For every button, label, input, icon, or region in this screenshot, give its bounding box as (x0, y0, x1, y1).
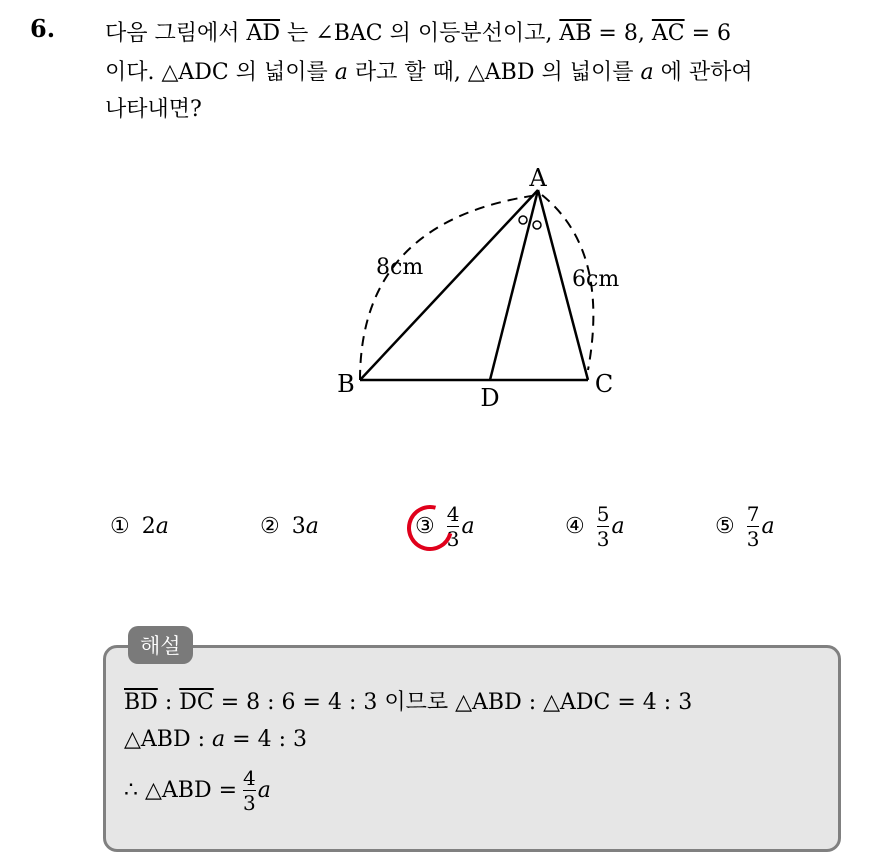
segment-bd: $\overline{BD}$ (124, 690, 158, 715)
fraction-denominator: 3 (596, 526, 610, 551)
fraction-numerator: 5 (596, 501, 610, 526)
segment-ac: $\overline{AC}$ (651, 21, 685, 46)
question-line-3: 나타내면? (105, 97, 202, 122)
fraction-numerator: 4 (243, 765, 256, 790)
choice-2[interactable] (260, 495, 319, 557)
variable-a: a (761, 513, 775, 539)
solution-fraction (243, 765, 256, 815)
variable-a: a (334, 60, 348, 85)
side-ab (360, 190, 538, 380)
choice-4[interactable] (565, 495, 625, 557)
question-text: 이다. △ADC 의 넓이를 (105, 60, 328, 85)
choice-value: 2 (141, 513, 156, 539)
choice-5[interactable] (715, 495, 775, 557)
label-b: B (337, 370, 355, 398)
bisector-ad (490, 190, 538, 380)
angle-mark-1 (519, 216, 527, 224)
question-line-2 (105, 55, 753, 86)
fraction-denominator: 3 (243, 790, 256, 815)
choice-number: ③ (415, 513, 435, 539)
label-a: A (529, 164, 547, 192)
segment-ab: $\overline{AB}$ (559, 21, 592, 46)
solution-tag: 해설 (128, 626, 193, 664)
variable-a: a (257, 777, 271, 803)
question-text: 라고 할 때, △ABD 의 넓이를 (354, 60, 634, 85)
variable-a: a (212, 727, 226, 752)
solution-text: : (164, 690, 173, 715)
answer-choices (110, 495, 830, 557)
question-number: 6. (30, 14, 56, 43)
choice-number: ① (110, 513, 130, 539)
label-c: C (594, 370, 614, 398)
choice-value: 3 (291, 513, 306, 539)
segment-dc: $\overline{DC}$ (179, 690, 214, 715)
choice-fraction (746, 501, 760, 551)
fraction-denominator: 3 (446, 526, 460, 551)
solution-text: △ABD : (124, 727, 206, 752)
triangle-figure (320, 160, 640, 420)
question-text: = 8, (598, 21, 645, 46)
solution-text: = 4 : 3 (232, 727, 307, 752)
solution-line-2 (124, 727, 307, 752)
solution-line-3 (124, 760, 271, 820)
question-text: = 6 (691, 21, 732, 46)
segment-ad: $\overline{AD}$ (246, 21, 281, 46)
fraction-denominator: 3 (746, 526, 760, 551)
choice-3[interactable] (415, 495, 475, 557)
variable-a: a (155, 513, 169, 539)
label-ab-length: 8cm (376, 255, 424, 280)
angle-mark-2 (533, 221, 541, 229)
solution-line-1 (124, 685, 692, 716)
choice-1[interactable] (110, 495, 169, 557)
variable-a: a (611, 513, 625, 539)
question-text: 다음 그림에서 (105, 21, 240, 46)
fraction-numerator: 7 (746, 501, 760, 526)
solution-text: = 8 : 6 = 4 : 3 이므로 △ABD : △ADC = 4 : 3 (220, 690, 693, 715)
solution-text: ∴ △ABD = (124, 777, 238, 803)
label-ac-length: 6cm (572, 267, 620, 292)
question-text: 는 ∠BAC 의 이등분선이고, (287, 21, 553, 46)
question-text: 에 관하여 (660, 60, 753, 85)
question-line-1 (105, 16, 731, 47)
choice-number: ④ (565, 513, 585, 539)
variable-a: a (305, 513, 319, 539)
variable-a: a (461, 513, 475, 539)
choice-fraction (596, 501, 610, 551)
fraction-numerator: 4 (446, 501, 460, 526)
choice-number: ② (260, 513, 280, 539)
variable-a: a (640, 60, 654, 85)
choice-number: ⑤ (715, 513, 735, 539)
label-d: D (480, 384, 500, 412)
